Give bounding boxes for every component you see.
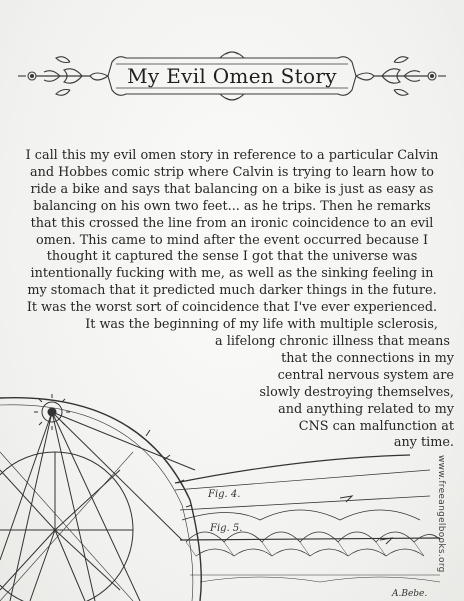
story-line: that this crossed the line from an ironic coincidence to an evil (30, 215, 434, 231)
fig-4-label: Fig. 4. (208, 489, 241, 500)
story-line: balancing on his own two feet... as he trips. Then he remarks (33, 198, 431, 214)
page-title: My Evil Omen Story (127, 64, 337, 88)
story-line: ride a bike and says that balancing on a bike is just as easy as (30, 181, 434, 197)
story-line: and anything related to my (278, 401, 454, 417)
story-line: a lifelong chronic illness that means (215, 333, 450, 349)
story-line: intentionally fucking with me, as well as the sinking feeling in (30, 266, 434, 282)
story-line: It was the worst sort of coincidence that I've ever experienced. (26, 300, 438, 316)
story-line: any time. (393, 435, 454, 451)
story-line: central nervous system are (277, 367, 454, 383)
story-line: thought it captured the sense I got that the universe was (46, 249, 418, 265)
website-credit: www.freeangelbooks.org (436, 455, 446, 573)
story-line: omen. This came to mind after the event occurred because I (35, 232, 429, 248)
story-line: slowly destroying themselves, (259, 384, 454, 400)
story-line: and Hobbes comic strip where Calvin is trying to learn how to (29, 164, 435, 180)
story-line: CNS can malfunction at (298, 418, 454, 434)
engraver-signature: A.Bebe. (392, 589, 428, 599)
story-line: that the connections in my (281, 350, 454, 366)
fig-5-label: Fig. 5. (210, 523, 243, 534)
story-line: my stomach that it predicted much darker things in the future. (27, 283, 437, 299)
story-line: I call this my evil omen story in reference to a particular Calvin (25, 148, 439, 163)
story-line: It was the beginning of my life with multiple sclerosis, (85, 317, 438, 333)
